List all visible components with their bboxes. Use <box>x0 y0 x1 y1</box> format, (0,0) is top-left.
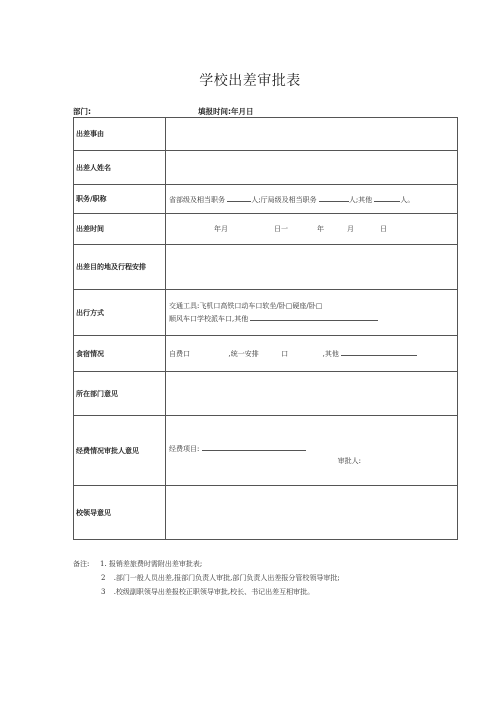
lodging-self-pay: 自费口 <box>169 350 190 358</box>
position-text <box>166 193 457 206</box>
lodging-text <box>166 347 457 360</box>
row-dept-opinion <box>74 372 458 416</box>
time-start-year-month: 年月 <box>214 225 228 233</box>
position-part2: 人;厅局级及相当职务 <box>251 195 317 204</box>
time-label: 出差时间 <box>74 214 166 245</box>
purpose-field[interactable] <box>166 118 458 151</box>
transport-other-blank[interactable] <box>250 312 378 321</box>
budget-project <box>169 442 459 454</box>
time-field[interactable] <box>166 214 458 245</box>
transport-line-1: 交通工具:飞机口高铁口动车口软坐/卧□硬座/卧□ <box>169 302 323 310</box>
budget-opinion-field[interactable] <box>166 416 458 486</box>
row-position <box>74 185 458 214</box>
row-traveler <box>74 151 458 185</box>
leader-opinion-label: 校领导意见 <box>74 486 166 540</box>
transport-line-2-wrap <box>166 312 457 325</box>
notes-section <box>73 557 473 599</box>
row-leader-opinion <box>74 486 458 540</box>
row-purpose <box>74 118 458 151</box>
note-line-1 <box>73 557 473 571</box>
position-part1: 省部级及相当职务 <box>169 195 225 204</box>
position-label: 职务/职称 <box>74 185 166 214</box>
leader-opinion-field[interactable] <box>166 486 458 540</box>
traveler-label: 出差人姓名 <box>74 151 166 185</box>
budget-opinion-label: 经费情况审批人意见 <box>74 416 166 486</box>
fill-time-label: 填报时间:年月日 <box>198 107 254 116</box>
lodging-field[interactable] <box>166 336 458 372</box>
note-item-1: 1. 报销差旅费时需附出差审批表; <box>100 560 203 568</box>
note-item-3: 3 .校级副职领导出差报校正职领导审批,校长、书记出差互相审批。 <box>101 588 315 596</box>
destination-label: 出差目的地及行程安排 <box>74 245 166 290</box>
transport-line-2: 顺风车口学校派车口,其他 <box>169 315 249 323</box>
department-label: 部门: <box>73 107 91 116</box>
position-blank-2[interactable] <box>319 193 349 202</box>
time-end-year: 年 <box>317 225 324 233</box>
lodging-unified: ,统一安排 <box>228 350 259 358</box>
time-end-month: 月 <box>347 225 354 233</box>
row-budget-opinion <box>74 416 458 486</box>
traveler-field[interactable] <box>166 151 458 185</box>
position-field[interactable] <box>166 185 458 214</box>
budget-approver-label: 审批人: <box>337 457 361 465</box>
position-part3: 人;其他 <box>348 195 373 204</box>
position-blank-3[interactable] <box>374 193 400 202</box>
budget-project-blank[interactable] <box>202 442 306 451</box>
transport-label: 出行方式 <box>74 290 166 336</box>
lodging-other-blank[interactable] <box>341 347 417 356</box>
approval-form-table <box>73 117 458 540</box>
note-item-2: 2 .部门一般人员出差,报部门负责人审批,部门负责人出差报分管校领导审批; <box>101 574 340 582</box>
note-line-3 <box>73 585 473 599</box>
note-line-2 <box>73 571 473 585</box>
page-title: 学校出差审批表 <box>199 73 301 89</box>
row-lodging <box>74 336 458 372</box>
lodging-unified-checkbox[interactable]: 口 <box>281 350 289 358</box>
destination-field[interactable] <box>166 245 458 290</box>
row-destination <box>74 245 458 290</box>
position-blank-1[interactable] <box>227 193 251 202</box>
dept-opinion-field[interactable] <box>166 372 458 416</box>
dept-opinion-label: 所在部门意见 <box>74 372 166 416</box>
row-time <box>74 214 458 245</box>
transport-field[interactable] <box>166 290 458 336</box>
position-part4: 人。 <box>400 195 415 204</box>
lodging-other: ,其他 <box>322 350 339 358</box>
budget-project-label: 经费项目: <box>169 445 200 453</box>
lodging-label: 食宿情况 <box>74 336 166 372</box>
time-end-day: 日 <box>380 225 387 233</box>
notes-head: 备注: <box>73 560 90 568</box>
purpose-label: 出差事由 <box>74 118 166 151</box>
time-start-day: 日一 <box>274 225 288 233</box>
row-transport <box>74 290 458 336</box>
